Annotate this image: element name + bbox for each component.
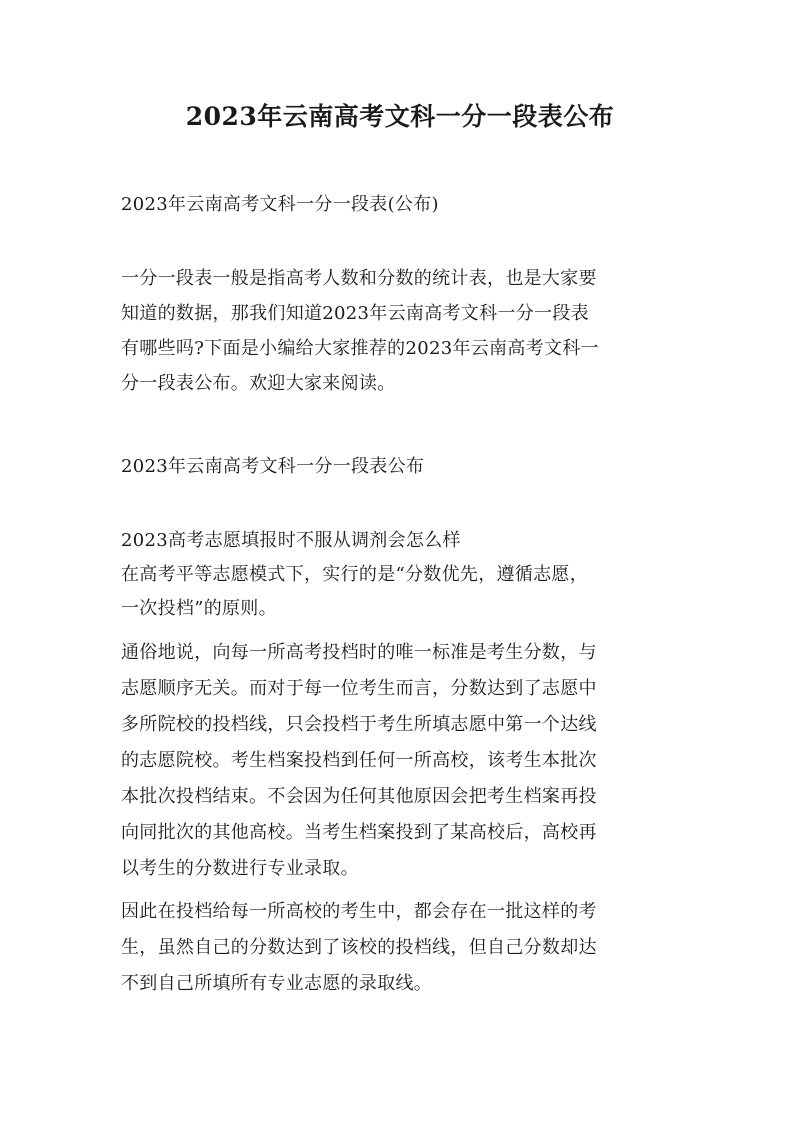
section-heading-paragraph bbox=[121, 449, 701, 484]
question-line: 一次投档”的原则。 bbox=[121, 598, 277, 619]
intro-line: 知道的数据，那我们知道2023年云南高考文科一分一段表 bbox=[121, 303, 589, 324]
conclusion-line: 生，虽然自己的分数达到了该校的投档线，但自己分数却达 bbox=[121, 937, 597, 958]
body-line: 志愿顺序无关。而对于每一位考生而言，分数达到了志愿中 bbox=[121, 678, 597, 699]
body-line: 通俗地说，向每一所高考投档时的唯一标准是考生分数，与 bbox=[121, 642, 597, 663]
body-line: 向同批次的其他高校。当考生档案投到了某高校后，高校再 bbox=[121, 822, 597, 843]
conclusion-paragraph bbox=[121, 894, 701, 1002]
body-line: 的志愿院校。考生档案投档到任何一所高校，该考生本批次 bbox=[121, 750, 597, 771]
intro-line: 有哪些吗?下面是小编给大家推荐的2023年云南高考文科一 bbox=[121, 338, 599, 359]
document-title: 2023年云南高考文科一分一段表公布 bbox=[185, 102, 615, 131]
section-heading: 2023年云南高考文科一分一段表公布 bbox=[121, 456, 425, 477]
conclusion-line: 因此在投档给每一所高校的考生中，都会存在一批这样的考 bbox=[121, 901, 597, 922]
body-line: 多所院校的投档线，只会投档于考生所填志愿中第一个达线 bbox=[121, 714, 597, 735]
intro-line: 一分一段表一般是指高考人数和分数的统计表，也是大家要 bbox=[121, 268, 597, 289]
question-line: 在高考平等志愿模式下，实行的是“分数优先，遵循志愿， bbox=[121, 564, 588, 585]
conclusion-line: 不到自己所填所有专业志愿的录取线。 bbox=[121, 973, 433, 994]
body-line: 本批次投档结束。不会因为任何其他原因会把考生档案再投 bbox=[121, 786, 597, 807]
intro-paragraph bbox=[121, 261, 701, 401]
subtitle-paragraph bbox=[121, 187, 701, 222]
subtitle-line: 2023年云南高考文科一分一段表(公布) bbox=[121, 194, 439, 215]
body-paragraph bbox=[121, 635, 701, 887]
body-line: 以考生的分数进行专业录取。 bbox=[121, 858, 359, 879]
question-heading: 2023高考志愿填报时不服从调剂会怎么样 bbox=[121, 530, 461, 551]
intro-line: 分一段表公布。欢迎大家来阅读。 bbox=[121, 373, 396, 394]
question-paragraph bbox=[121, 524, 701, 626]
